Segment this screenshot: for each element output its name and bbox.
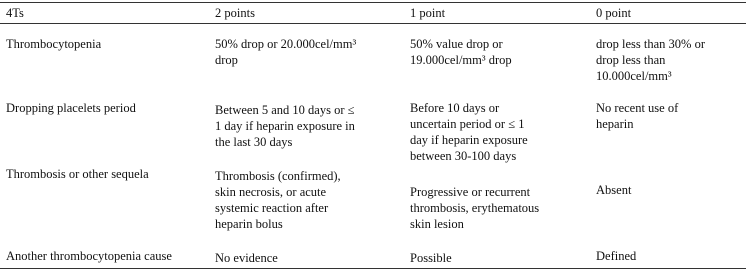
zero-points-cell: drop less than 30% or drop less than 10.000cel/mm³ (596, 37, 706, 83)
header-4ts: 4Ts (6, 6, 24, 20)
header-rule (0, 23, 746, 24)
one-point-cell: Before 10 days or uncertain period or ≤ 1 day if heparin exposure between 30-100 days (410, 101, 528, 163)
two-points-cell: 50% drop or 20.000cel/mm³ drop (215, 37, 357, 67)
criterion-cell: Thrombocytopenia (6, 37, 102, 51)
two-points-cell: No evidence (215, 251, 278, 265)
zero-points-cell: Absent (596, 183, 632, 197)
header-0-point: 0 point (596, 6, 632, 20)
header-2-points: 2 points (215, 6, 255, 20)
one-point-cell: Possible (410, 251, 452, 265)
criterion-cell: Dropping placelets period (6, 101, 136, 115)
one-point-cell: Progressive or recurrent thrombosis, erythematous skin lesion (410, 185, 540, 231)
zero-points-cell: No recent use of heparin (596, 101, 679, 131)
criterion-cell: Thrombosis or other sequela (6, 167, 149, 181)
one-point-cell: 50% value drop or 19.000cel/mm³ drop (410, 37, 512, 67)
table-top-rule (0, 2, 746, 3)
zero-points-cell: Defined (596, 249, 637, 263)
two-points-cell: Between 5 and 10 days or ≤ 1 day if heparin exposure in the last 30 days (215, 103, 355, 149)
criterion-cell: Another thrombocytopenia cause (6, 249, 172, 263)
two-points-cell: Thrombosis (confirmed), skin necrosis, or acute systemic reaction after heparin bolus (215, 169, 341, 231)
header-1-point: 1 point (410, 6, 446, 20)
table-bottom-rule (0, 268, 746, 269)
